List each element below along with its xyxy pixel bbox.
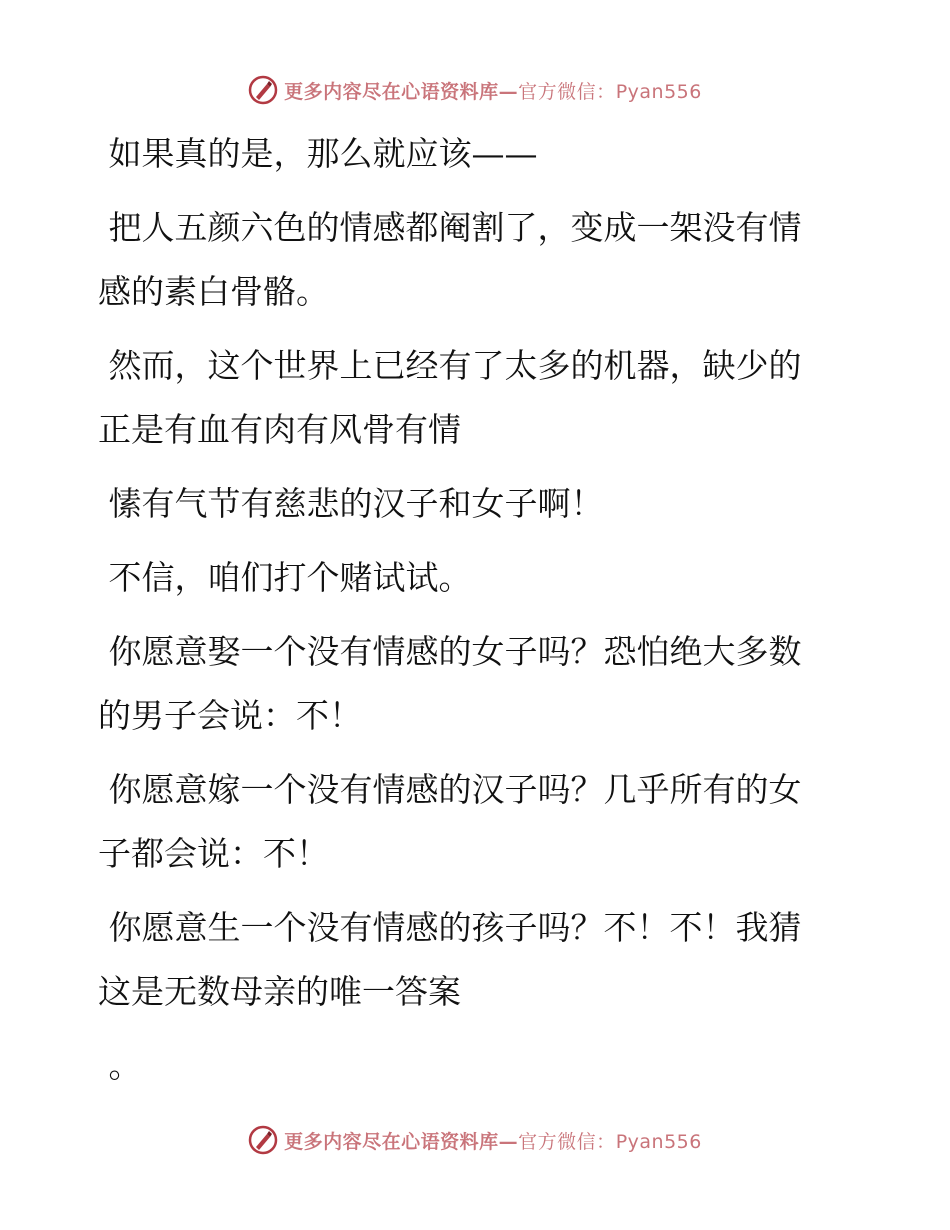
- pen-logo-icon: [248, 75, 278, 105]
- paragraph-line: 你愿意娶一个没有情感的女子吗？恐怕绝大多数: [98, 632, 802, 671]
- document-body: [98, 122, 838, 1108]
- paragraph-line: 的男子会说：不！: [98, 696, 362, 735]
- paragraph-line: 把人五颜六色的情感都阉割了，变成一架没有情: [98, 208, 802, 247]
- paragraph: [98, 122, 838, 186]
- paragraph: [98, 196, 838, 324]
- pen-logo-icon: [248, 1125, 278, 1155]
- paragraph-line: 这是无数母亲的唯一答案: [98, 972, 461, 1011]
- paragraph-line: 感的素白骨骼。: [98, 272, 329, 311]
- paragraph: [98, 334, 838, 462]
- paragraph-line: 你愿意生一个没有情感的孩子吗？不！不！我猜: [98, 908, 802, 947]
- footer-watermark: [0, 1120, 950, 1160]
- paragraph-line: 不信，咱们打个赌试试。: [98, 558, 472, 597]
- header-watermark: [0, 70, 950, 110]
- paragraph: [98, 1034, 838, 1098]
- paragraph: [98, 546, 838, 610]
- paragraph-line: 子都会说：不！: [98, 834, 329, 873]
- paragraph: [98, 472, 838, 536]
- paragraph-line: 如果真的是，那么就应该——: [98, 134, 538, 173]
- paragraph: [98, 896, 838, 1024]
- watermark-text: 更多内容尽在心语资料库—官方微信：Pyan556: [284, 80, 702, 103]
- paragraph: [98, 758, 838, 886]
- paragraph: [98, 620, 838, 748]
- paragraph-line: 愫有气节有慈悲的汉子和女子啊！: [98, 484, 604, 523]
- paragraph-line: 你愿意嫁一个没有情感的汉子吗？几乎所有的女: [98, 770, 802, 809]
- paragraph-line: 正是有血有肉有风骨有情: [98, 410, 461, 449]
- paragraph-line: 然而，这个世界上已经有了太多的机器，缺少的: [98, 346, 802, 385]
- paragraph-line: 。: [98, 1046, 142, 1085]
- watermark-text: 更多内容尽在心语资料库—官方微信：Pyan556: [284, 1130, 702, 1153]
- paragraph-list: [98, 122, 838, 1098]
